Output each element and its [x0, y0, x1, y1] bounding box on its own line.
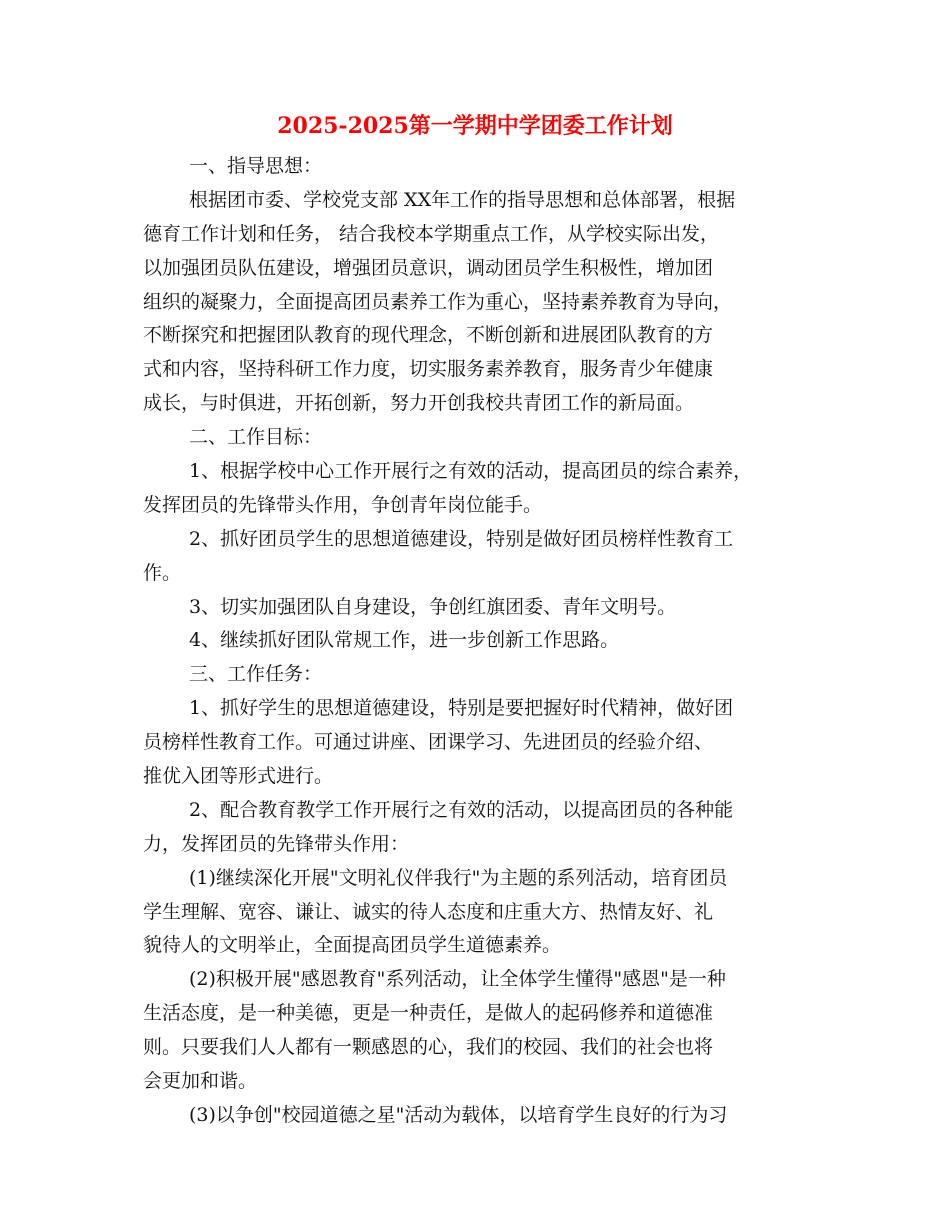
- text-line: 则。只要我们人人都有一颗感恩的心，我们的校园、我们的社会也将: [143, 1036, 714, 1059]
- text-line: 3、切实加强团队自身建设，争创红旗团委、青年文明号。: [189, 595, 677, 618]
- text-line: 德育工作计划和任务， 结合我校本学期重点工作，从学校实际出发，: [143, 222, 720, 245]
- text-line: 不断探究和把握团队教育的现代理念，不断创新和进展团队教育的方: [143, 324, 714, 347]
- text-line: 三、工作任务：: [189, 663, 323, 686]
- text-line: 二、工作目标：: [189, 426, 323, 449]
- text-line: (2)积极开展"感恩教育"系列活动，让全体学生懂得"感恩"是一种: [189, 968, 726, 991]
- text-line: 成长，与时俱进，开拓创新，努力开创我校共青团工作的新局面。: [143, 392, 695, 415]
- text-line: 2、抓好团员学生的思想道德建设，特别是做好团员榜样性教育工: [189, 527, 734, 550]
- text-line: 力，发挥团员的先锋带头作用：: [143, 832, 410, 855]
- text-line: 组织的凝聚力，全面提高团员素养工作为重心，坚持素养教育为导向，: [143, 290, 733, 313]
- text-line: 员榜样性教育工作。可通过讲座、团课学习、先进团员的经验介绍、: [143, 731, 714, 754]
- document-body: [143, 150, 813, 1133]
- text-line: 貌待人的文明举止，全面提高团员学生道德素养。: [143, 934, 562, 957]
- document-title: 2025-2025第一学期中学团委工作计划: [277, 113, 673, 139]
- text-line: 根据团市委、学校党支部 XX年工作的指导思想和总体部署，根据: [189, 188, 736, 211]
- text-line: (1)继续深化开展"文明礼仪伴我行"为主题的系列活动，培育团员: [189, 866, 728, 889]
- text-line: 学生理解、宽容、谦让、诚实的待人态度和庄重大方、热情友好、礼: [143, 900, 714, 923]
- text-line: 2、配合教育教学工作开展行之有效的活动，以提高团员的各种能: [189, 798, 734, 821]
- text-line: 一、指导思想：: [189, 155, 323, 177]
- text-line: 式和内容，坚持科研工作力度，切实服务素养教育，服务青少年健康: [143, 358, 714, 381]
- text-line: 推优入团等形式进行。: [143, 765, 334, 788]
- text-line: 1、根据学校中心工作开展行之有效的活动，提高团员的综合素养，: [189, 460, 753, 483]
- text-line: 作。: [143, 561, 182, 584]
- text-line: 以加强团员队伍建设，增强团员意识，调动团员学生积极性，增加团: [143, 256, 714, 279]
- text-line: 4、继续抓好团队常规工作，进一步创新工作思路。: [189, 629, 620, 652]
- text-line: (3)以争创"校园道德之星"活动为载体，以培育学生良好的行为习: [189, 1103, 728, 1126]
- text-line: 1、抓好学生的思想道德建设，特别是要把握好时代精神，做好团: [189, 697, 734, 720]
- text-line: 发挥团员的先锋带头作用，争创青年岗位能手。: [143, 493, 543, 516]
- text-line: 会更加和谐。: [143, 1070, 258, 1093]
- text-line: 生活态度，是一种美德，更是一种责任，是做人的起码修养和道德准: [143, 1002, 714, 1025]
